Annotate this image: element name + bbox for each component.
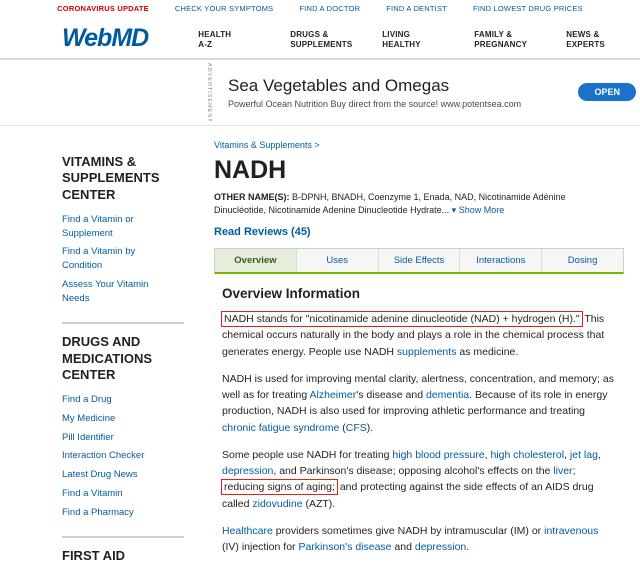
overview-body xyxy=(214,274,624,555)
logo-text-md: MD xyxy=(111,24,149,52)
link-intravenous[interactable]: intravenous xyxy=(544,525,599,538)
sidebar-title-drugs: DRUGS AND MEDICATIONS CENTER xyxy=(62,334,153,382)
link-supplements[interactable]: supplements xyxy=(396,345,457,358)
paragraph-2-text-c: . Because of its role in energy production, NADH is also used for improving athletic performance and treating xyxy=(222,389,608,418)
sidebar-item-find-a-pharmacy[interactable]: Find a Pharmacy xyxy=(62,506,134,518)
link-parkinsons-disease[interactable]: Parkinson's disease xyxy=(298,541,392,554)
paragraph-3-text-h: (AZT). xyxy=(302,497,336,510)
sidebar-item-my-medicine[interactable]: My Medicine xyxy=(62,412,116,424)
tab-uses[interactable]: Uses xyxy=(297,249,379,272)
utility-nav xyxy=(0,0,640,14)
utility-link-drug-prices[interactable]: FIND LOWEST DRUG PRICES xyxy=(472,4,583,13)
sidebar-item-find-vitamin[interactable]: Find a Vitamin or Supplement xyxy=(62,213,134,239)
nav-item-living-healthy[interactable]: LIVING HEALTHY xyxy=(382,30,421,49)
nav-item-family-pregnancy[interactable]: FAMILY & PREGNANCY xyxy=(474,30,528,49)
paragraph-3-text-f: ; xyxy=(572,465,576,478)
main-content xyxy=(198,126,640,587)
other-names-value: B-DPNH, BNADH, Coenzyme 1, Enada, NAD, Nicotinamide Adénine Dinucléotide, Nicotinamide Adenine Dinucleotide Hydrate... xyxy=(214,192,566,216)
paragraph-3-text-e: , and Parkinson's disease; opposing alcohol's effects on the xyxy=(273,465,554,478)
sidebar-title-vitamins: VITAMINS & SUPPLEMENTS CENTER xyxy=(62,154,160,202)
utility-link-find-doctor[interactable]: FIND A DOCTOR xyxy=(299,4,361,13)
link-chronic-fatigue-syndrome[interactable]: chronic fatigue syndrome xyxy=(222,421,340,434)
paragraph-2-text-a: NADH is used for improving mental clarity, alertness, concentration, and memory; as well as for treating xyxy=(222,372,614,402)
paragraph-3 xyxy=(222,447,616,512)
link-alzheimer[interactable]: Alzheimer xyxy=(309,389,357,402)
nav-item-news-experts[interactable]: NEWS & EXPERTS xyxy=(566,30,605,49)
advertisement-banner[interactable] xyxy=(0,60,640,126)
sidebar-item-latest-drug-news[interactable]: Latest Drug News xyxy=(62,469,138,481)
paragraph-1-text-a: This chemical occurs naturally in the body and plays a role in the chemical process that generates energy. People use NADH xyxy=(222,313,605,358)
paragraph-4 xyxy=(222,523,616,556)
show-more-label: Show More xyxy=(458,205,505,216)
content-tabs xyxy=(214,248,624,274)
main-nav xyxy=(198,14,640,50)
sidebar-block-drugs xyxy=(62,322,184,536)
utility-link-symptoms[interactable]: CHECK YOUR SYMPTOMS xyxy=(174,4,274,13)
logo-text-web: Web xyxy=(62,24,112,52)
paragraph-4-text-d: . xyxy=(466,541,470,554)
utility-link-find-dentist[interactable]: FIND A DENTIST xyxy=(386,4,447,13)
paragraph-1 xyxy=(222,311,616,360)
read-reviews-link[interactable]: Read Reviews (45) xyxy=(214,226,311,239)
sidebar-block-first-aid xyxy=(62,536,184,586)
sidebar-item-find-a-drug[interactable]: Find a Drug xyxy=(62,394,112,406)
link-depression[interactable]: depression xyxy=(222,465,274,478)
show-more-link[interactable]: ▾ Show More xyxy=(451,205,505,216)
link-cfs[interactable]: CFS xyxy=(345,421,367,434)
sidebar-item-assess-vitamin-needs[interactable]: Assess Your Vitamin Needs xyxy=(62,278,149,304)
site-header xyxy=(0,14,640,60)
link-liver[interactable]: liver xyxy=(553,465,573,478)
paragraph-3-text-b: , xyxy=(484,448,491,461)
paragraph-2 xyxy=(222,371,616,436)
tab-dosing[interactable]: Dosing xyxy=(567,255,598,267)
paragraph-3-text-c: , xyxy=(564,448,570,461)
other-names-label: OTHER NAME(S): xyxy=(214,192,290,202)
utility-link-coronavirus[interactable]: CORONAVIRUS UPDATE xyxy=(57,4,149,13)
sidebar-item-find-vitamin-by-condition[interactable]: Find a Vitamin by Condition xyxy=(62,246,136,272)
page-title: NADH xyxy=(214,156,287,184)
breadcrumb[interactable]: Vitamins & Supplements > xyxy=(214,140,320,150)
sidebar-item-interaction-checker[interactable]: Interaction Checker xyxy=(62,450,145,462)
tab-side-effects[interactable]: Side Effects xyxy=(379,249,461,272)
link-high-blood-pressure[interactable]: high blood pressure xyxy=(392,448,485,461)
paragraph-3-text-g: and protecting against the side effects of an AIDS drug called xyxy=(222,481,594,510)
paragraph-2-text-d: ( xyxy=(339,421,346,434)
nav-item-drugs-supplements[interactable]: DRUGS & SUPPLEMENTS xyxy=(290,30,353,49)
link-zidovudine[interactable]: zidovudine xyxy=(252,497,303,510)
highlight-reducing-signs-of-aging: reducing signs of aging; xyxy=(224,481,335,494)
highlight-nadh-definition: NADH stands for "nicotinamide adenine dinucleotide (NAD) + hydrogen (H)." xyxy=(224,313,580,326)
nav-item-health-az[interactable]: HEALTH A-Z xyxy=(198,30,232,49)
ad-title: Sea Vegetables and Omegas xyxy=(228,75,450,95)
webmd-logo[interactable] xyxy=(62,14,148,51)
advertisement-label: ADVERTISEMENT xyxy=(206,62,212,123)
paragraph-4-text-a: providers sometimes give NADH by intramuscular (IM) or xyxy=(272,525,545,538)
ad-subtitle: Powerful Ocean Nutrition Buy direct from the source! www.potentsea.com xyxy=(228,99,522,110)
ad-open-button[interactable]: OPEN xyxy=(578,83,636,101)
link-depression-2[interactable]: depression xyxy=(414,541,467,554)
paragraph-4-text-b: (IV) injection for xyxy=(222,541,299,554)
paragraph-2-text-e: ). xyxy=(366,421,374,434)
sidebar-block-vitamins xyxy=(62,144,184,322)
tab-interactions[interactable]: Interactions xyxy=(460,249,542,272)
section-title-overview: Overview Information xyxy=(222,286,361,302)
paragraph-1-text-b: as medicine. xyxy=(456,345,519,358)
paragraph-2-text-b: 's disease and xyxy=(356,389,426,402)
other-names xyxy=(214,191,614,217)
link-jet-lag[interactable]: jet lag xyxy=(569,448,598,461)
paragraph-4-text-c: and xyxy=(391,541,415,554)
link-healthcare[interactable]: Healthcare xyxy=(222,525,273,538)
paragraph-3-text-a: Some people use NADH for treating xyxy=(222,448,393,461)
paragraph-3-text-d: , xyxy=(597,448,601,461)
tab-overview[interactable]: Overview xyxy=(215,249,297,272)
sidebar-item-pill-identifier[interactable]: Pill Identifier xyxy=(62,431,114,443)
sidebar-title-first-aid: FIRST AID xyxy=(62,548,126,564)
link-dementia[interactable]: dementia xyxy=(425,389,470,402)
link-high-cholesterol[interactable]: high cholesterol xyxy=(490,448,565,461)
sidebar-item-find-a-vitamin[interactable]: Find a Vitamin xyxy=(62,487,123,499)
sidebar xyxy=(0,126,198,587)
